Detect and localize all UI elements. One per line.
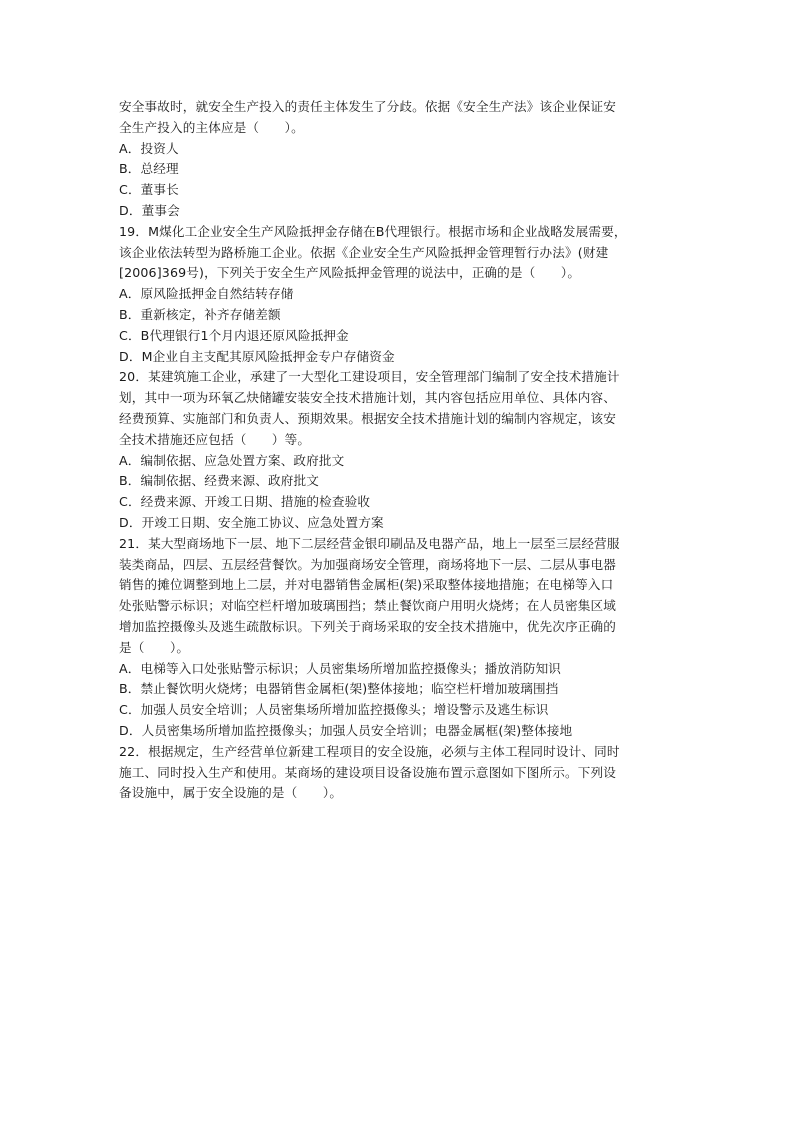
question-stem-line: 增加监控摄像头及逃生疏散标识。下列关于商场采取的安全技术措施中，优先次序正确的	[119, 618, 617, 634]
option-c: C．B代理银行1个月内退还原风险抵押金	[119, 327, 349, 343]
option-a: A．电梯等入口处张贴警示标识；人员密集场所增加监控摄像头；播放消防知识	[119, 660, 562, 676]
question-stem-line: 21．某大型商场地下一层、地下二层经营金银印刷品及电器产品，地上一层至三层经营服	[119, 535, 620, 551]
question-stem-line: 是（ ）。	[119, 639, 190, 655]
question-stem-line: 装类商品，四层、五层经营餐饮。为加强商场安全管理，商场将地下一层、二层从事电器	[119, 556, 617, 572]
question-stem-line: 全技术措施还应包括（ ）等。	[119, 431, 311, 447]
option-d: D．董事会	[119, 202, 180, 218]
option-b: B．重新核定，补齐存储差额	[119, 306, 281, 322]
option-d: D．人员密集场所增加监控摄像头；加强人员安全培训；电器金属框(架)整体接地	[119, 722, 573, 738]
question-22	[119, 742, 677, 804]
question-stem-line: 全生产投入的主体应是（ ）。	[119, 119, 304, 135]
option-a: A．原风险抵押金自然结转存储	[119, 286, 294, 302]
question-18-tail	[119, 97, 677, 222]
question-stem-line: 备设施中，属于安全设施的是（ ）。	[119, 785, 343, 801]
option-a: A．投资人	[119, 140, 179, 156]
question-stem-line: 19．M煤化工企业安全生产风险抵押金存储在B代理银行。根据市场和企业战略发展需要，	[119, 223, 627, 239]
question-stem-line: 经费预算、实施部门和负责人、预期效果。根据安全技术措施计划的编制内容规定，该安	[119, 410, 617, 426]
question-stem-line: 20．某建筑施工企业，承建了一大型化工建设项目，安全管理部门编制了安全技术措施计	[119, 369, 620, 385]
option-a: A．编制依据、应急处置方案、政府批文	[119, 452, 345, 468]
question-stem-line: 该企业依法转型为路桥施工企业。依据《企业安全生产风险抵押金管理暂行办法》(财建	[119, 244, 609, 260]
option-b: B．禁止餐饮明火烧烤；电器销售金属柜(架)整体接地；临空栏杆增加玻璃围挡	[119, 681, 559, 697]
option-c: C．加强人员安全培训；人员密集场所增加监控摄像头；增设警示及逃生标识	[119, 702, 549, 718]
question-stem-line: 划，其中一项为环氧乙炔储罐安装安全技术措施计划，其内容包括应用单位、具体内容、	[119, 390, 617, 406]
option-d: D．开竣工日期、安全施工协议、应急处置方案	[119, 514, 384, 530]
question-stem-line: 22．根据规定，生产经营单位新建工程项目的安全设施，必须与主体工程同时设计、同时	[119, 743, 620, 759]
option-b: B．编制依据、经费来源、政府批文	[119, 473, 319, 489]
option-b: B．总经理	[119, 161, 179, 177]
question-stem-line: [2006]369号)，下列关于安全生产风险抵押金管理的说法中，正确的是（ ）。	[119, 265, 581, 281]
question-20	[119, 367, 677, 533]
question-19	[119, 222, 677, 368]
exam-content	[119, 97, 677, 804]
question-stem-line: 安全事故时，就安全生产投入的责任主体发生了分歧。依据《安全生产法》该企业保证安	[119, 99, 617, 114]
question-stem-line: 施工、同时投入生产和使用。某商场的建设项目设备设施布置示意图如下图所示。下列设	[119, 764, 617, 780]
question-21	[119, 534, 677, 742]
question-stem-line: 处张贴警示标识；对临空栏杆增加玻璃围挡；禁止餐饮商户用明火烧烤；在人员密集区域	[119, 598, 617, 614]
question-stem-line: 销售的摊位调整到地上二层，并对电器销售金属柜(架)采取整体接地措施；在电梯等入口	[119, 577, 614, 593]
option-c: C．经费来源、开竣工日期、措施的检查验收	[119, 494, 371, 510]
option-d: D．M企业自主支配其原风险抵押金专户存储资金	[119, 348, 395, 364]
option-c: C．董事长	[119, 182, 179, 198]
